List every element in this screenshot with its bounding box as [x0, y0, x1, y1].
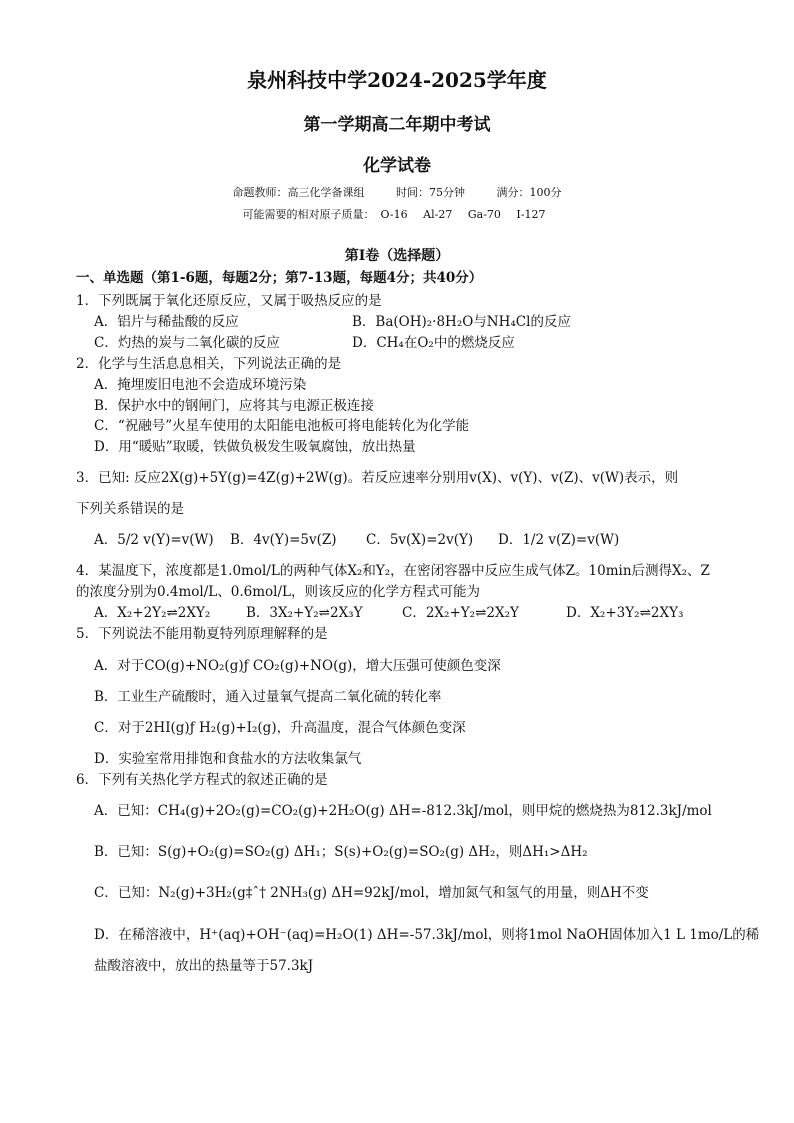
q3-option-b: B．4v(Y)=5v(Z)	[230, 532, 337, 548]
q5-option-d: D．实验室常用排饱和食盐水的方法收集氯气	[94, 751, 362, 767]
part-title: 第Ⅰ卷（选择题）	[344, 248, 450, 264]
q3-option-c: C．5v(X)=2v(Y)	[366, 532, 474, 548]
q5-option-a: A．对于CO(g)+NO₂(g)ƒ CO₂(g)+NO(g)，增大压强可使颜色变深	[94, 658, 501, 674]
exam-subtitle: 第一学期高二年期中考试	[303, 115, 491, 135]
exam-info	[0, 184, 794, 200]
paper-name: 化学试卷	[363, 156, 431, 176]
q2-stem: 2．化学与生活息息相关，下列说法正确的是	[76, 356, 342, 372]
q5-option-b: B．工业生产硫酸时，通入过量氧气提高二氧化硫的转化率	[94, 689, 442, 705]
q3-stem-cont: 下列关系错误的是	[76, 501, 184, 517]
q3-option-d: D．1/2 v(Z)=v(W)	[498, 532, 620, 548]
q2-option-a: A．掩埋废旧电池不会造成环境污染	[94, 377, 307, 393]
q1-stem: 1．下列既属于氧化还原反应，又属于吸热反应的是	[76, 293, 382, 309]
q4-stem: 4．某温度下，浓度都是1.0mol/L的两种气体X₂和Y₂，在密闭容器中反应生成气体Z。10min后测得X₂、Z	[76, 563, 710, 579]
q4-option-b: B．3X₂+Y₂⇌2X₃Y	[246, 605, 363, 621]
q6-option-a: A．已知：CH₄(g)+2O₂(g)=CO₂(g)+2H₂O(g) ΔH=-812.3kJ/mol，则甲烷的燃烧热为812.3kJ/mol	[94, 803, 712, 819]
mass-i: I-127	[516, 208, 546, 221]
q1-option-d: D．CH₄在O₂中的燃烧反应	[352, 335, 515, 351]
q6-option-b: B．已知：S(g)+O₂(g)=SO₂(g) ΔH₁；S(s)+O₂(g)=SO₂(g) ΔH₂，则ΔH₁>ΔH₂	[94, 844, 588, 860]
q4-stem-cont: 的浓度分别为0.4mol/L、0.6mol/L，则该反应的化学方程式可能为	[76, 584, 480, 600]
q4-option-c: C．2X₂+Y₂⇌2X₂Y	[402, 605, 519, 621]
q6-option-d-cont: 盐酸溶液中，放出的热量等于57.3kJ	[94, 958, 314, 974]
q1-option-a: A．铝片与稀盐酸的反应	[94, 314, 239, 330]
exam-title: 泉州科技中学2024-2025学年度	[247, 68, 547, 92]
q2-option-b: B．保护水中的钢闸门，应将其与电源正极连接	[94, 398, 374, 414]
mass-al: Al-27	[423, 208, 453, 221]
q2-option-d: D．用“暖贴”取暖，铁做负极发生吸氧腐蚀，放出热量	[94, 439, 416, 455]
q6-option-c: C．已知：N₂(g)+3H₂(g‡ˆ† 2NH₃(g) ΔH=92kJ/mol，增加氮气和氢气的用量，则ΔH不变	[94, 885, 649, 901]
atomic-masses	[0, 206, 794, 222]
score-text: 满分：100分	[496, 186, 562, 199]
q5-stem: 5．下列说法不能用勒夏特列原理解释的是	[76, 626, 328, 642]
q4-option-d: D．X₂+3Y₂⇌2XY₃	[566, 605, 684, 621]
q2-option-c: C．“祝融号”火星车使用的太阳能电池板可将电能转化为化学能	[94, 418, 470, 434]
q4-option-a: A．X₂+2Y₂⇌2XY₂	[94, 605, 211, 621]
mass-ga: Ga-70	[467, 208, 501, 221]
setter-text: 命题教师：高三化学备课组	[232, 186, 365, 199]
q6-option-d: D．在稀溶液中，H⁺(aq)+OH⁻(aq)=H₂O(1) ΔH=-57.3kJ/mol，则将1mol NaOH固体加入1 L 1mo/L的稀	[94, 927, 760, 943]
q1-option-b: B．Ba(OH)₂·8H₂O与NH₄Cl的反应	[352, 314, 571, 330]
section-title: 一、单选题（第1-6题，每题2分；第7-13题，每题4分；共40分）	[76, 270, 483, 286]
time-text: 时间：75分钟	[396, 186, 465, 199]
q6-stem: 6．下列有关热化学方程式的叙述正确的是	[76, 772, 328, 788]
q3-option-a: A．5/2 v(Y)=v(W)	[94, 532, 214, 548]
mass-o: O-16	[380, 208, 408, 221]
q1-option-c: C．灼热的炭与二氧化碳的反应	[94, 335, 280, 351]
atomic-mass-label: 可能需要的相对原子质量：	[242, 208, 375, 221]
q3-stem: 3．已知: 反应2X(g)+5Y(g)=4Z(g)+2W(g)。若反应速率分别用v(X)、v(Y)、v(Z)、v(W)表示，则	[76, 470, 679, 486]
q5-option-c: C．对于2HI(g)ƒ H₂(g)+I₂(g)，升高温度，混合气体颜色变深	[94, 720, 466, 736]
